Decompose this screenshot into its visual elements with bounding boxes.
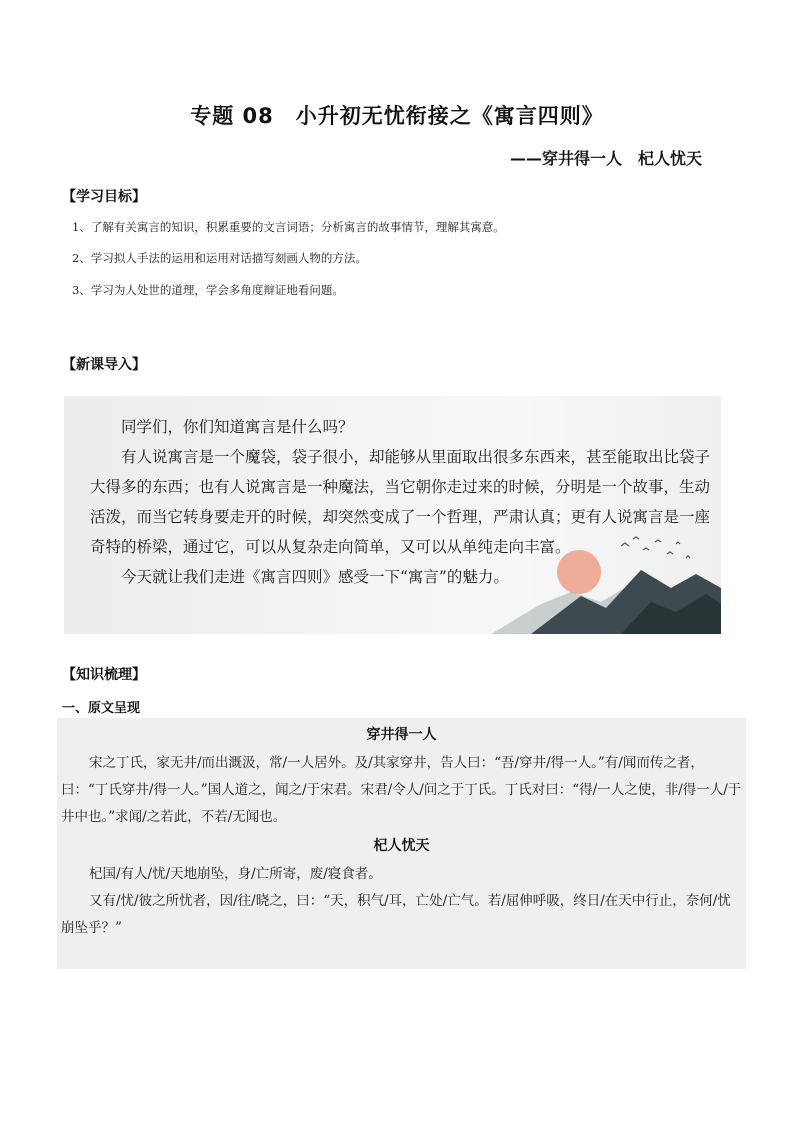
page-title: 专题 08 小升初无忧衔接之《寓言四则》: [190, 104, 604, 128]
goal-item-1: 1、了解有关寓言的知识，积累重要的文言词语；分析寓言的故事情节，理解其寓意。: [72, 220, 505, 234]
story-title-2: 杞人忧天: [373, 838, 430, 854]
section-heading-knowledge: 【知识梳理】: [62, 667, 146, 683]
goal-item-3: 3、学习为人处世的道理，学会多角度辩证地看问题。: [72, 283, 344, 297]
original-text-panel: [57, 718, 746, 969]
intro-line-3: 今天就让我们走进《寓言四则》感受一下“寓言”的魅力。: [121, 568, 509, 586]
section-heading-goals: 【学习目标】: [62, 189, 146, 205]
story-text-2b: 又有/忧/彼之所忧者，因/往/晓之，曰：“天，积气/耳，亡处/亡气。若/屈伸呼吸，终日/在天中行止，奈何/忧崩坠乎？”: [61, 893, 731, 936]
intro-panel: [64, 396, 721, 634]
intro-line-1: 同学们，你们知道寓言是什么吗？: [121, 418, 354, 436]
story-text-1: 宋之丁氏，家无井/而出溉汲，常/一人居外。及/其家穿井，告人曰：“吾/穿井/得一人。”有/闻而传之者，曰：“丁氏穿井/得一人。”国人道之，闻之/于宋君。宋君/令人/问之于丁氏。丁氏对曰：“得/一人之使，非/得一人/于井中也。”求闻/之若此，不若/无闻也。: [61, 755, 742, 825]
story-text-2a: 杞国/有人/忧/天地崩坠，身/亡所寄，废/寝食者。: [89, 866, 382, 882]
subsection-original-text: 一、原文呈现: [62, 701, 141, 716]
page-subtitle: ——穿井得一人 杞人忧天: [509, 149, 702, 168]
intro-paragraph: 有人说寓言是一个魔袋，袋子很小，却能够从里面取出很多东西来，甚至能取出比袋子大得多的东西；也有人说寓言是一种魔法，当它朝你走过来的时候，分明是一个故事，生动活泼，而当它转身要走开的时候，却突然变成了一个哲理，严肃认真；更有人说寓言是一座奇特的桥梁，通过它，可以从复杂走向简单，又可以从单纯走向丰富。: [90, 448, 711, 556]
goal-item-2: 2、学习拟人手法的运用和运用对话描写刻画人物的方法。: [72, 251, 367, 265]
story-title-1: 穿井得一人: [366, 727, 437, 743]
section-heading-intro: 【新课导入】: [62, 357, 146, 373]
